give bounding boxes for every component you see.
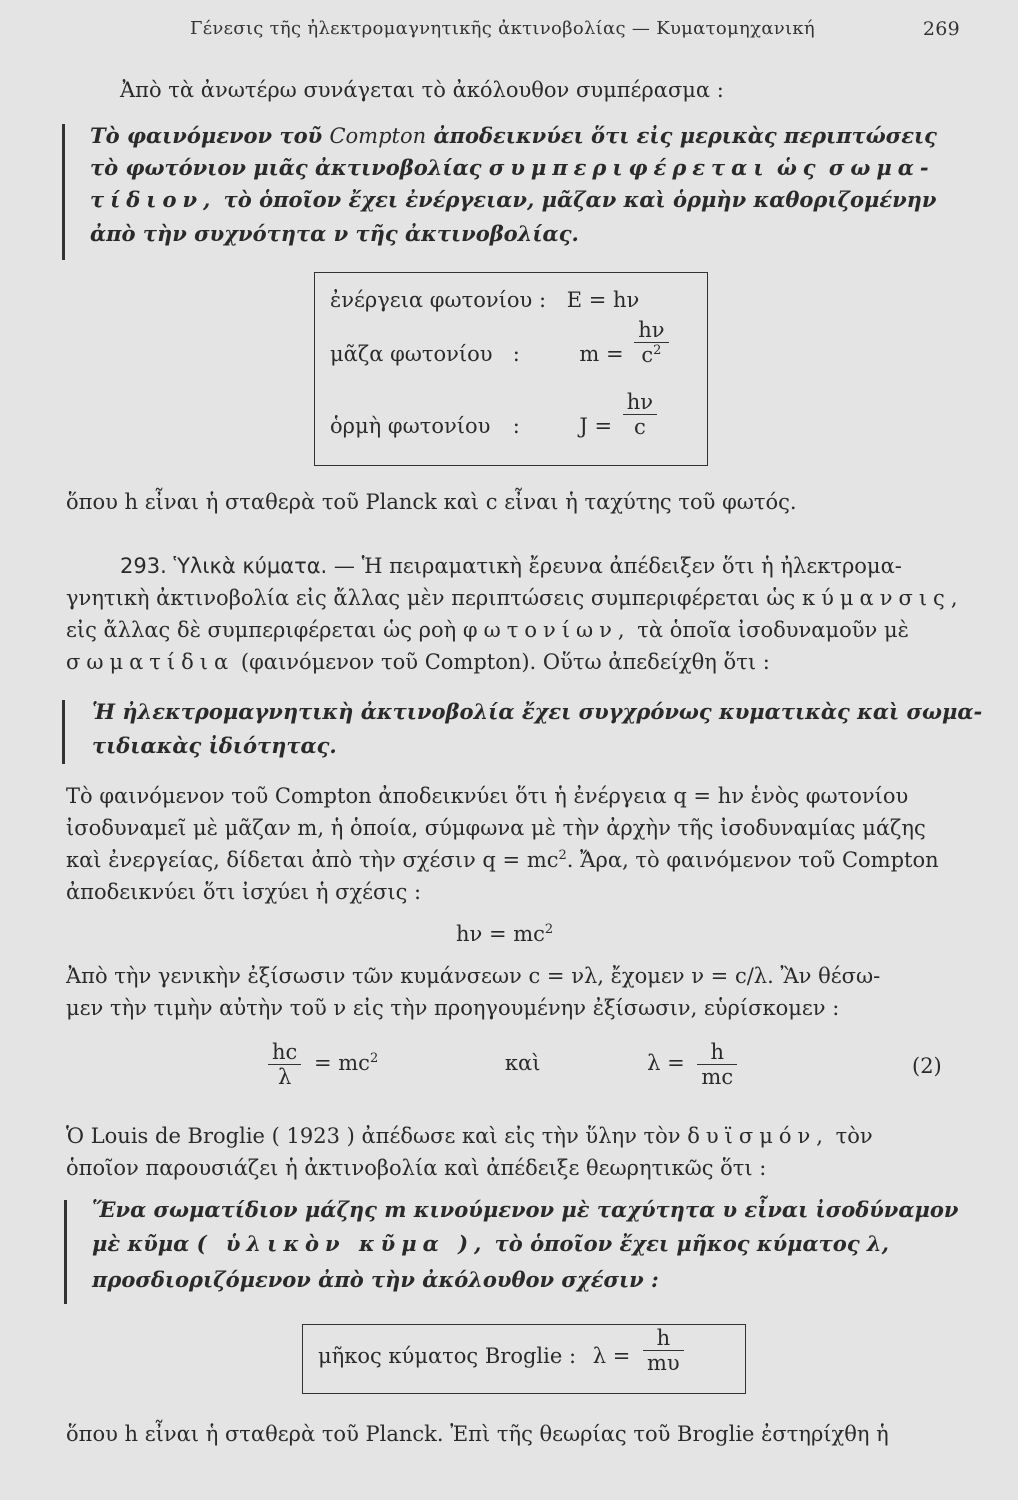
section-title: Ὑλικὰ κύματα. (173, 554, 328, 578)
momentum-label: ὁρμὴ φωτονίου (330, 414, 491, 438)
equation-label: (2) (912, 1054, 942, 1078)
statement-bar (62, 124, 65, 260)
compton-para-line2: ἰσοδυναμεῖ μὲ μᾶζαν m, ἡ ὁποία, σύμφωνα μὲ τὴν ἀρχὴν τῆς ἰσοδυναμίας μάζης (66, 816, 926, 840)
intro-line: Ἀπὸ τὰ ἀνωτέρω συνάγεται τὸ ἀκόλουθον συμπέρασμα : (120, 78, 724, 102)
broglie-statement-line2: μὲ κῦμα ( ὑλικὸν κῦμα ), τὸ ὁποῖον ἔχει μῆκος κύματος λ, (92, 1231, 889, 1256)
mass-fraction: $\frac{h\nu}{c^2}$ (634, 318, 668, 367)
mass-row: μᾶζα φωτονίου : m = $\frac{h\nu}{c^2}$ (330, 318, 669, 367)
section-293-line2: γνητικὴ ἀκτινοβολία εἰς ἄλλας μὲν περιπτώσεις συμπεριφέρεται ὡς κύμανσις, (66, 586, 964, 610)
compton-para-line1: Τὸ φαινόμενον τοῦ Compton ἀποδεικνύει ὅτι ἡ ἐνέργεια q = hν ἑνὸς φωτονίου (66, 784, 909, 808)
compton-statement-line2: τὸ φωτόνιον μιᾶς ἀκτινοβολίας συμπεριφέρεται ὡς σωμα- (90, 155, 935, 180)
closing-line: ὅπου h εἶναι ἡ σταθερὰ τοῦ Planck. Ἐπὶ τῆς θεωρίας τοῦ Broglie ἐστηρίχθη ἡ (66, 1422, 889, 1446)
energy-formula: E = hν (566, 288, 640, 312)
dual-statement-line2: τιδιακὰς ἰδιότητας. (92, 733, 337, 758)
compton-statement-line1: Τὸ φαινόμενον τοῦ Compton ἀποδεικνύει ὅτι εἰς μερικὰς περιπτώσεις (90, 123, 937, 148)
broglie-statement-line3: προσδιοριζόμενον ἀπὸ τὴν ἀκόλουθον σχέσιν : (92, 1267, 659, 1292)
section-number: 293. (120, 554, 167, 578)
section-293-line1: 293. Ὑλικὰ κύματα. — Ἡ πειραματικὴ ἔρευνα ἀπέδειξεν ὅτι ἡ ἠλεκτρομα- (120, 554, 902, 578)
broglie-fraction: $\frac{h}{m\upsilon}$ (643, 1326, 684, 1375)
equation-2: $\frac{hc}{\lambda}$ = $mc^2$ καὶ λ = $\frac{h}{mc}$ (268, 1040, 737, 1089)
mass-label: μᾶζα φωτονίου (330, 342, 493, 366)
page-number: 269 (922, 18, 960, 40)
broglie-statement-line1: Ἕνα σωματίδιον μάζης m κινούμενον μὲ ταχύτητα υ εἶναι ἰσοδύναμον (92, 1197, 959, 1222)
energy-row (330, 288, 639, 312)
compton-statement-line4: ἀπὸ τὴν συχνότητα ν τῆς ἀκτινοβολίας. (90, 221, 579, 246)
equation-hv-mc2: $h\nu = mc^2$ (456, 922, 554, 946)
dual-statement-line1: Ἡ ἠλεκτρομαγνητικὴ ἀκτινοβολία ἔχει συγχρόνως κυματικὰς καὶ σωμα- (92, 699, 983, 724)
compton-para-line3: καὶ ἐνεργείας, δίδεται ἀπὸ τὴν σχέσιν $q = mc^2$. Ἄρα, τὸ φαινόμενον τοῦ Compton (66, 848, 939, 872)
header-title: Γένεσις τῆς ἠλεκτρομαγνητικῆς ἀκτινοβολίας — Κυματομηχανική (190, 18, 816, 39)
planck-note: ὅπου h εἶναι ἡ σταθερὰ τοῦ Planck καὶ c εἶναι ἡ ταχύτης τοῦ φωτός. (66, 490, 797, 514)
dual-statement-bar (62, 700, 65, 764)
section-293-line3: εἰς ἄλλας δὲ συμπεριφέρεται ὡς ροὴ φωτονίων, τὰ ὁποῖα ἰσοδυναμοῦν μὲ (66, 618, 909, 642)
compton-para-line4: ἀποδεικνύει ὅτι ἰσχύει ἡ σχέσις : (66, 880, 422, 904)
running-header (190, 18, 980, 39)
wave-para-line2: μεν τὴν τιμὴν αὐτὴν τοῦ ν εἰς τὴν προηγουμένην ἐξίσωσιν, εὑρίσκομεν : (66, 996, 840, 1020)
broglie-statement-bar (64, 1200, 67, 1304)
compton-statement-line3: τίδιον, τὸ ὁποῖον ἔχει ἐνέργειαν, μᾶζαν καὶ ὁρμὴν καθοριζομένην (90, 187, 937, 212)
eq2-fraction-hc-lambda: $\frac{hc}{\lambda}$ (268, 1040, 301, 1089)
wave-para-line1: Ἀπὸ τὴν γενικὴν ἐξίσωσιν τῶν κυμάνσεων c = νλ, ἔχομεν ν = c/λ. Ἂν θέσω- (66, 964, 881, 988)
broglie-label: μῆκος κύματος Broglie : (318, 1344, 577, 1368)
section-293-line4: σωματίδια (φαινόμενον τοῦ Compton). Οὕτω ἀπεδείχθη ὅτι : (66, 650, 770, 674)
broglie-para-line1: Ὁ Louis de Broglie ( 1923 ) ἀπέδωσε καὶ εἰς τὴν ὕλην τὸν δυϊσμόν, τὸν (66, 1124, 873, 1148)
broglie-formula: μῆκος κύματος Broglie : λ = $\frac{h}{m\upsilon}$ (318, 1326, 684, 1375)
momentum-fraction: $\frac{h\nu}{c}$ (623, 390, 657, 439)
broglie-para-line2: ὁποῖον παρουσιάζει ἡ ἀκτινοβολία καὶ ἀπέδειξε θεωρητικῶς ὅτι : (66, 1156, 767, 1180)
momentum-row: ὁρμὴ φωτονίου : J = $\frac{h\nu}{c}$ (330, 390, 657, 439)
energy-label: ἐνέργεια φωτονίου : (330, 288, 547, 312)
eq2-fraction-h-mc: $\frac{h}{mc}$ (697, 1040, 737, 1089)
